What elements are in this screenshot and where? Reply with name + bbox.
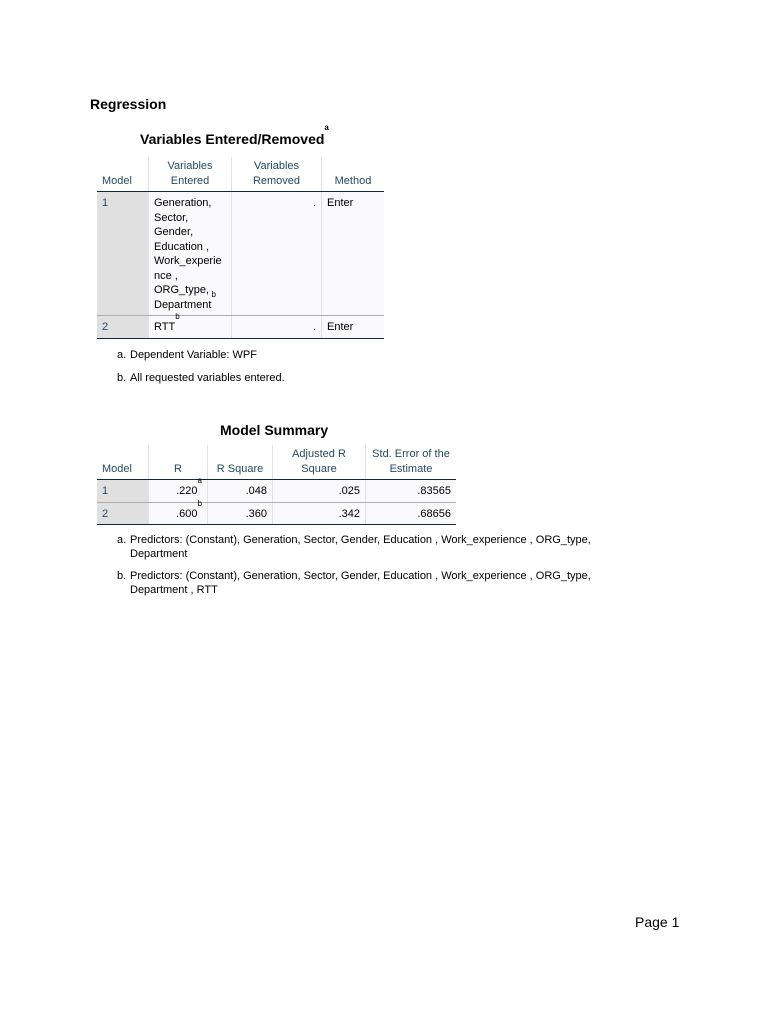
table-row: [97, 480, 456, 503]
summary-footnotes: [117, 533, 591, 597]
variables-table: [97, 157, 384, 339]
summary-table-title: Model Summary: [220, 422, 329, 438]
footnote-mark: a.: [117, 534, 127, 546]
footnote-line: Department , RTT: [130, 584, 218, 596]
row-std-error: .68656: [366, 502, 457, 525]
col-header-method: Method: [322, 157, 385, 192]
entered-line: Gender,: [154, 226, 194, 238]
row-r-square: .360: [208, 502, 273, 525]
entered-line: Sector,: [154, 211, 189, 224]
col-header-adjusted-r-square: [273, 445, 366, 480]
r-value: .220: [176, 485, 198, 497]
row-model: 2: [97, 316, 149, 339]
page-number: Page 1: [635, 914, 680, 930]
row-method: Enter: [322, 316, 385, 339]
entered-line: ORG_type,: [154, 284, 210, 296]
col-header-model: Model: [97, 157, 149, 192]
col-header-std-error: [366, 445, 457, 480]
row-adjusted-r-square: .025: [273, 480, 366, 503]
row-adjusted-r-square: .342: [273, 502, 366, 525]
col-header-model: Model: [97, 445, 149, 480]
header-text-variables-2: Variables: [253, 160, 300, 172]
entered-line: Education ,: [154, 240, 210, 253]
header-text-square: Square: [301, 462, 337, 475]
header-text-variables: Variables: [167, 160, 213, 172]
row-std-error: .83565: [366, 480, 457, 503]
r-sup: b: [197, 498, 202, 508]
section-title: Regression: [90, 96, 167, 112]
row-removed: .: [232, 192, 322, 316]
row-r: [149, 498, 208, 525]
footnote-a: [117, 533, 591, 561]
footnote-line: Predictors: (Constant), Generation, Sector, Gender, Education , Work_experience , ORG_type,: [130, 534, 591, 546]
entered-line: RTT: [154, 321, 176, 333]
entered-line: Generation,: [154, 197, 212, 209]
header-text-entered: Entered: [170, 174, 210, 187]
col-header-variables-removed: [232, 157, 322, 192]
footnote-b: [117, 569, 591, 597]
row-model: 1: [97, 192, 149, 316]
variables-table-title-sup: a: [324, 123, 329, 132]
footnote-text: [130, 533, 591, 561]
variables-table-title-text: Variables Entered/Removed: [140, 131, 325, 147]
row-removed: .: [232, 316, 322, 339]
footnote-mark: b.: [117, 372, 127, 384]
header-text-adjusted-r: Adjusted R: [292, 448, 346, 460]
entered-line: Department: [154, 298, 212, 311]
variables-footnotes: [117, 348, 285, 385]
row-entered: [149, 312, 232, 339]
col-header-r: R: [149, 445, 208, 480]
entered-sup: b: [175, 312, 180, 321]
footnote-line: Department: [130, 548, 188, 560]
footnote-text: All requested variables entered.: [130, 372, 285, 384]
header-text-std-error-of-the: Std. Error of the: [372, 448, 450, 460]
footnote-b: [117, 371, 285, 385]
table-row: [97, 502, 456, 525]
summary-table: [97, 445, 456, 525]
entered-line: nce ,: [154, 269, 178, 282]
footnote-text: [130, 569, 591, 597]
row-model: 1: [97, 480, 149, 503]
row-entered: [149, 192, 232, 316]
variables-table-title: [140, 123, 329, 147]
col-header-variables-entered: [149, 157, 232, 192]
r-sup: a: [197, 476, 202, 485]
header-text-removed: Removed: [252, 174, 301, 187]
row-method: Enter: [322, 192, 385, 316]
r-value: .600: [176, 507, 198, 520]
footnote-line: Predictors: (Constant), Generation, Sector, Gender, Education , Work_experience , ORG_type,: [130, 570, 591, 582]
footnote-a: [117, 348, 285, 362]
footnote-text: Dependent Variable: WPF: [130, 349, 257, 361]
row-model: 2: [97, 502, 149, 525]
col-header-r-square: R Square: [208, 445, 273, 480]
footnote-mark: a.: [117, 349, 127, 361]
table-row: [97, 316, 384, 339]
row-r-square: .048: [208, 480, 273, 503]
header-text-estimate: Estimate: [389, 462, 433, 475]
entered-sup: b: [211, 289, 216, 299]
table-row: [97, 192, 384, 316]
footnote-mark: b.: [117, 570, 127, 582]
entered-line: Work_experie: [154, 255, 222, 267]
